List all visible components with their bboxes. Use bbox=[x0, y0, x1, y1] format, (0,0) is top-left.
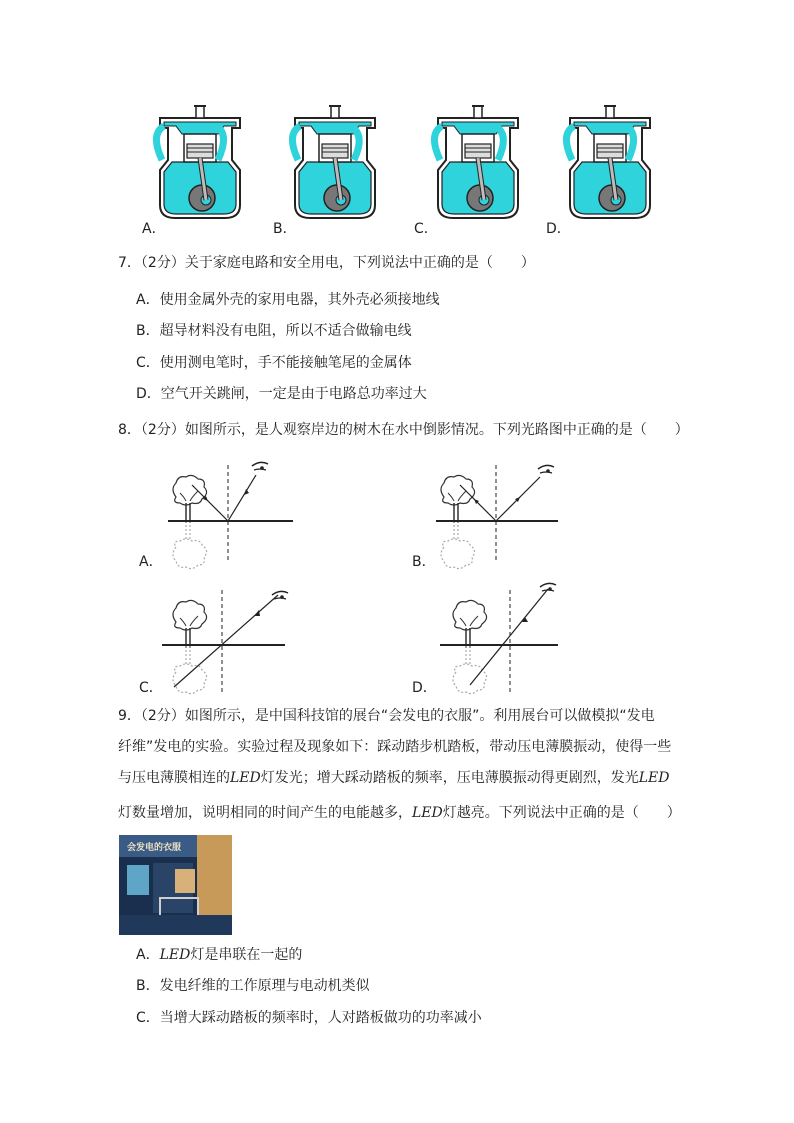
question-8-option-b[interactable]: B． bbox=[412, 554, 436, 570]
q9-line4-text-a: 灯数量增加，说明相同的时间产生的电能越多， bbox=[118, 805, 412, 821]
question-7-option-b[interactable]: B．超导材料没有电阻，所以不适合做输电线 bbox=[136, 323, 412, 339]
q9-line4-text-b: 灯越亮。下列说法中正确的是（ ） bbox=[442, 805, 681, 821]
q9-option-a-text: 灯是串联在一起的 bbox=[190, 947, 303, 963]
question-7-option-c[interactable]: C．使用测电笔时，手不能接触笔尾的金属体 bbox=[136, 355, 412, 371]
question-9-option-c[interactable]: C．当增大踩动踏板的频率时，人对踏板做功的功率减小 bbox=[136, 1010, 482, 1026]
q9-line3-text-b: 灯发光；增大踩动踏板的频率，压电薄膜振动得更剧烈，发光 bbox=[260, 770, 639, 786]
question-7-option-d[interactable]: D．空气开关跳闸，一定是由于电路总功率过大 bbox=[136, 386, 427, 402]
led-term: LED bbox=[230, 770, 261, 786]
question-9-line-3 bbox=[118, 768, 670, 788]
engine-option-c[interactable]: C． bbox=[414, 221, 438, 237]
engine-option-d[interactable]: D． bbox=[546, 221, 571, 237]
question-7-stem: 7．（2分）关于家庭电路和安全用电，下列说法中正确的是（ ） bbox=[118, 255, 535, 271]
engine-option-a[interactable]: A． bbox=[142, 221, 166, 237]
question-7-option-a[interactable]: A．使用金属外壳的家用电器，其外壳必须接地线 bbox=[136, 292, 440, 308]
question-8-option-d[interactable]: D． bbox=[412, 680, 437, 696]
question-8-option-c[interactable]: C． bbox=[139, 680, 163, 696]
led-term: LED bbox=[159, 947, 191, 963]
question-9-option-b[interactable]: B．发电纤维的工作原理与电动机类似 bbox=[136, 978, 370, 994]
question-8-stem: 8．（2分）如图所示，是人观察岸边的树木在水中倒影情况。下列光路图中正确的是（ ） bbox=[118, 422, 689, 438]
engine-figures bbox=[140, 100, 660, 235]
optics-diagrams bbox=[130, 455, 570, 695]
question-9-line-1: 9．（2分）如图所示，是中国科技馆的展台“会发电的衣服”。利用展台可以做模拟“发电 bbox=[118, 708, 655, 724]
engine-option-b[interactable]: B． bbox=[273, 221, 297, 237]
question-9-line-2: 纤维”发电的实验。实验过程及现象如下：踩动踏步机踏板，带动压电薄膜振动，使得一些 bbox=[118, 739, 672, 755]
led-term: LED bbox=[412, 805, 443, 821]
question-9-line-4 bbox=[118, 803, 681, 823]
led-term: LED bbox=[638, 770, 670, 786]
question-9-option-a[interactable] bbox=[136, 945, 302, 965]
exhibit-photo-caption: 会发电的衣服 bbox=[127, 843, 182, 853]
q9-line3-text-a: 与压电薄膜相连的 bbox=[118, 770, 230, 786]
exhibit-photo bbox=[119, 835, 232, 935]
q9-option-a-prefix: A． bbox=[136, 947, 160, 963]
question-8-option-a[interactable]: A． bbox=[139, 554, 163, 570]
